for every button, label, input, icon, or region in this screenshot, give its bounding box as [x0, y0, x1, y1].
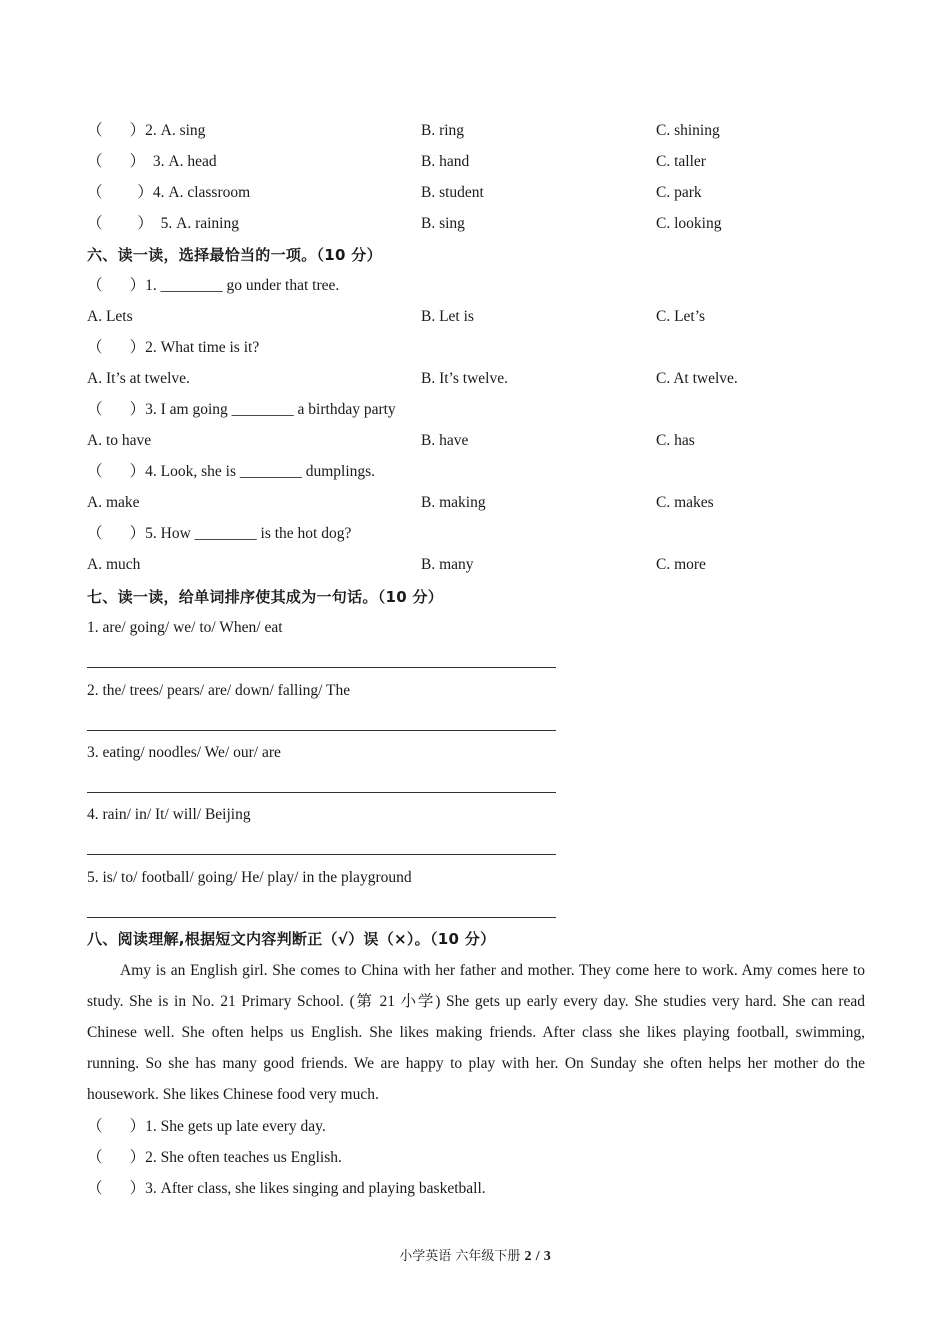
answer-paren[interactable]: （ ） [87, 1180, 146, 1197]
footer-label: 小学英语 六年级下册 [399, 1249, 521, 1264]
answer-paren[interactable]: （ ） [87, 277, 146, 294]
s7-answer-line-5[interactable] [87, 917, 556, 918]
answer-paren[interactable]: （ ） [87, 215, 161, 232]
s6-question-5: （ ）5. How ________ is the hot dog? [87, 525, 352, 542]
s6-options-2: A. It’s at twelve. B. It’s twelve. C. At twelve. [87, 370, 738, 387]
s6-options-5: A. much B. many C. more [87, 556, 706, 573]
section8-heading: 八、阅读理解,根据短文内容判断正（√）误（×）。（10 分） [87, 930, 496, 948]
answer-paren[interactable]: （ ） [87, 153, 153, 170]
s6-question-1: （ ）1. ________ go under that tree. [87, 277, 340, 294]
s5-item-2: （ ）2. A. sing B. ring C. shining [87, 122, 720, 139]
s6-options-1: A. Lets B. Let is C. Let’s [87, 308, 706, 325]
s7-item-2: 2. the/ trees/ pears/ are/ down/ falling/ The [87, 682, 351, 699]
answer-paren[interactable]: （ ） [87, 463, 146, 480]
s5-item-4: （ ）4. A. classroom B. student C. park [87, 184, 702, 201]
answer-paren[interactable]: （ ） [87, 1118, 146, 1135]
s7-item-1: 1. are/ going/ we/ to/ When/ eat [87, 619, 283, 636]
answer-paren[interactable]: （ ） [87, 339, 146, 356]
section7-heading: 七、读一读，给单词排序使其成为一句话。（10 分） [87, 588, 444, 606]
s7-answer-line-1[interactable] [87, 667, 556, 668]
answer-paren[interactable]: （ ） [87, 1149, 146, 1166]
s6-question-4: （ ）4. Look, she is ________ dumplings. [87, 463, 376, 480]
s8-statement-2: （ ）2. She often teaches us English. [87, 1149, 342, 1166]
s7-answer-line-3[interactable] [87, 792, 556, 793]
s6-options-3: A. to have B. have C. has [87, 432, 695, 449]
section6-heading: 六、读一读，选择最恰当的一项。（10 分） [87, 246, 382, 264]
s7-answer-line-4[interactable] [87, 854, 556, 855]
footer-separator: / [535, 1249, 540, 1264]
footer-page-total: 3 [543, 1249, 551, 1264]
page-footer [0, 1245, 950, 1265]
s5-item-3: （ ） 3. A. head B. hand C. taller [87, 153, 706, 170]
answer-paren[interactable]: （ ） [87, 401, 146, 418]
s7-item-4: 4. rain/ in/ It/ will/ Beijing [87, 806, 251, 823]
s6-question-3: （ ）3. I am going ________ a birthday party [87, 401, 396, 418]
s7-item-3: 3. eating/ noodles/ We/ our/ are [87, 744, 281, 761]
answer-paren[interactable]: （ ） [87, 122, 146, 139]
s8-statement-3: （ ）3. After class, she likes singing and playing basketball. [87, 1180, 486, 1197]
s8-statement-1: （ ）1. She gets up late every day. [87, 1118, 326, 1135]
s7-answer-line-2[interactable] [87, 730, 556, 731]
footer-page-number: 2 [524, 1249, 532, 1264]
s7-item-5: 5. is/ to/ football/ going/ He/ play/ in the playground [87, 869, 412, 886]
answer-paren[interactable]: （ ） [87, 184, 153, 201]
s5-item-5: （ ） 5. A. raining B. sing C. looking [87, 215, 722, 232]
reading-passage: Amy is an English girl. She comes to China with her father and mother. They come here to work. Amy comes here to study. She is in No. 21 Primary School. (第 21 小学) She gets up early every day. She studies very hard. She can read Chinese well. She often helps us English. She likes making friends. After class she likes playing football, swimming, running. So she has many good friends. We are happy to play with her. On Sunday she often helps her mother do the housework. She likes Chinese food very much. [87, 962, 865, 1104]
s6-question-2: （ ）2. What time is it? [87, 339, 260, 356]
s6-options-4: A. make B. making C. makes [87, 494, 714, 511]
answer-paren[interactable]: （ ） [87, 525, 146, 542]
